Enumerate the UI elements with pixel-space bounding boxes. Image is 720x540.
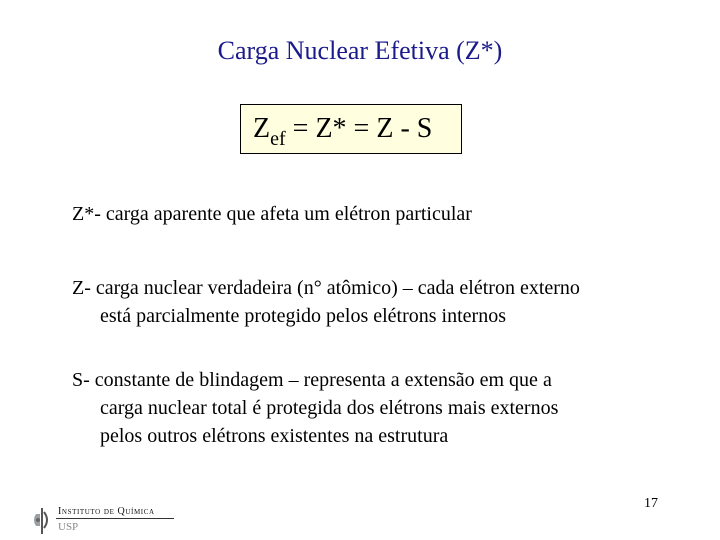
- definition-s: [72, 366, 692, 450]
- definition-line: carga nuclear total é protegida dos elétrons mais externos: [100, 397, 559, 419]
- definition-line: Z*- carga aparente que afeta um elétron particular: [72, 203, 472, 225]
- formula-subscript: ef: [270, 128, 286, 150]
- definition-line: Z- carga nuclear verdadeira (n° atômico) – cada elétron externo: [72, 277, 580, 299]
- page-number: 17: [644, 496, 658, 511]
- formula-box: [240, 104, 462, 154]
- formula-lhs: Z: [253, 113, 271, 144]
- definition-line: pelos outros elétrons existentes na estrutura: [100, 425, 449, 447]
- institute-sub: USP: [58, 521, 79, 533]
- definition-z: [72, 274, 692, 330]
- logo-divider: [56, 518, 174, 519]
- definition-line: está parcialmente protegido pelos elétrons internos: [100, 305, 506, 327]
- formula-rhs: = Z* = Z - S: [285, 113, 433, 144]
- institute-name: Instituto de Química: [58, 506, 155, 517]
- definition-zstar: [72, 200, 692, 228]
- slide-title: Carga Nuclear Efetiva (Z*): [217, 36, 503, 65]
- definition-line: S- constante de blindagem – representa a extensão em que a: [72, 369, 552, 391]
